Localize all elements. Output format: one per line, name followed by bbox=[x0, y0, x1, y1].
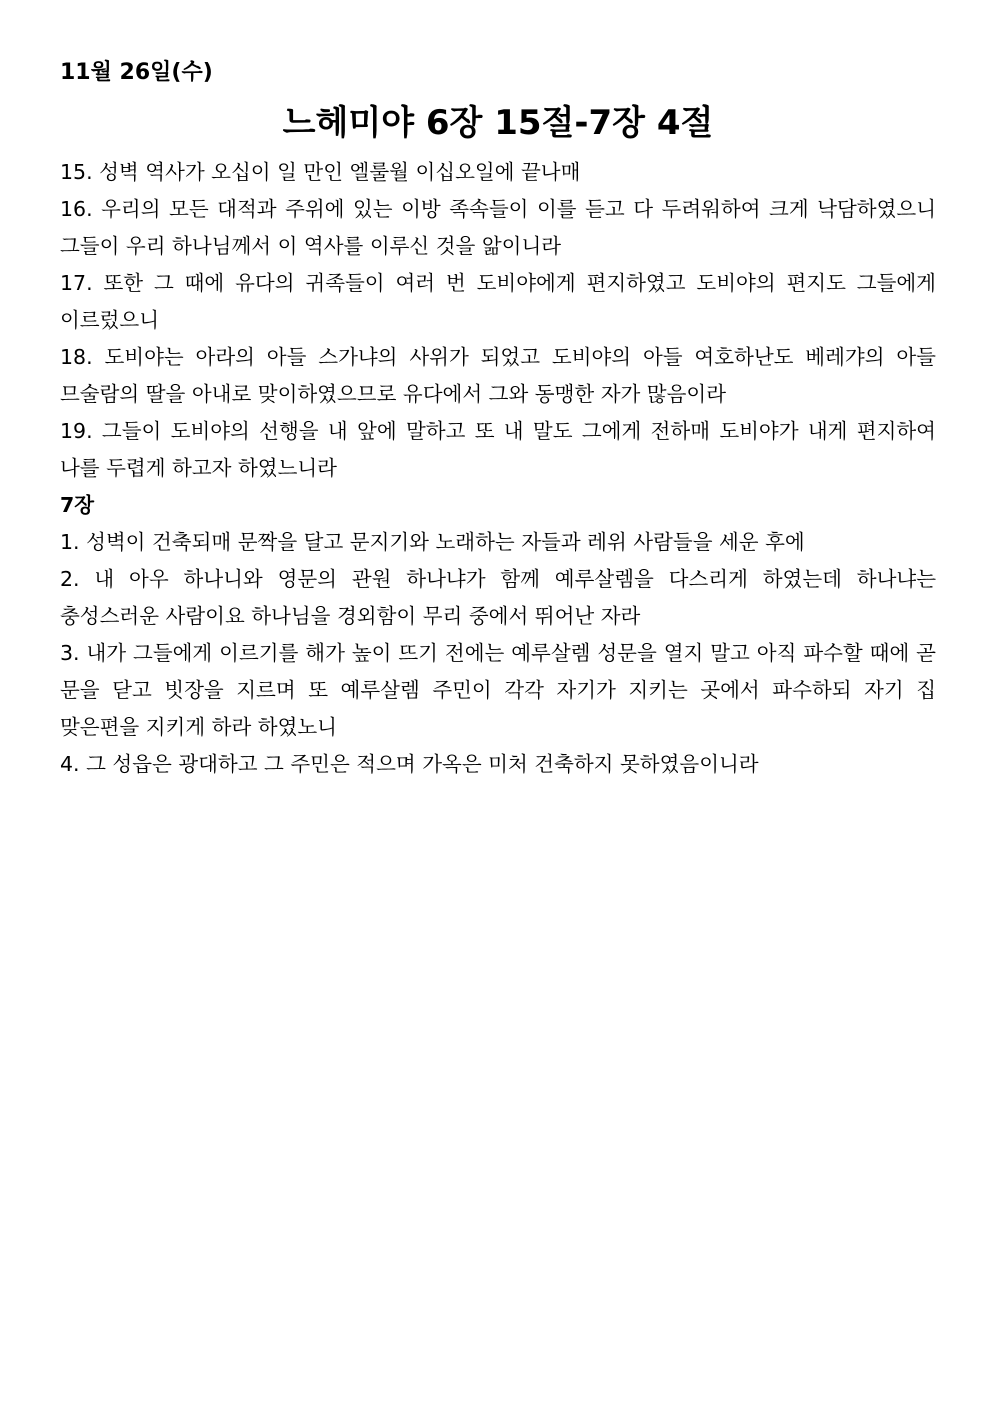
document-page bbox=[60, 56, 936, 783]
verse-7-2: 2. 내 아우 하나니와 영문의 관원 하나냐가 함께 예루살렘을 다스리게 하였는데 하나냐는 충성스러운 사람이요 하나님을 경외함이 무리 중에서 뛰어난 자라 bbox=[60, 567, 936, 628]
chapter-7-heading: 7장 bbox=[60, 493, 95, 517]
verse-7-3: 3. 내가 그들에게 이르기를 해가 높이 뜨기 전에는 예루살렘 성문을 열지 말고 아직 파수할 때에 곧 문을 닫고 빗장을 지르며 또 예루살렘 주민이 각각 자기가 지키는 곳에서 파수하되 자기 집 맞은편을 지키게 하라 하였노니 bbox=[60, 641, 936, 739]
verse-6-19: 19. 그들이 도비야의 선행을 내 앞에 말하고 또 내 말도 그에게 전하매 도비야가 내게 편지하여 나를 두렵게 하고자 하였느니라 bbox=[60, 419, 936, 480]
verse-6-16: 16. 우리의 모든 대적과 주위에 있는 이방 족속들이 이를 듣고 다 두려워하여 크게 낙담하였으니 그들이 우리 하나님께서 이 역사를 이루신 것을 앎이니라 bbox=[60, 197, 936, 258]
verse-7-4: 4. 그 성읍은 광대하고 그 주민은 적으며 가옥은 미처 건축하지 못하였음이니라 bbox=[60, 752, 759, 776]
passage-title: 느헤미야 6장 15절-7장 4절 bbox=[282, 103, 714, 143]
verse-6-17: 17. 또한 그 때에 유다의 귀족들이 여러 번 도비야에게 편지하였고 도비야의 편지도 그들에게 이르렀으니 bbox=[60, 271, 936, 332]
reading-date: 11월 26일(수) bbox=[60, 60, 213, 85]
verse-7-1: 1. 성벽이 건축되매 문짝을 달고 문지기와 노래하는 자들과 레위 사람들을 세운 후에 bbox=[60, 530, 805, 554]
chapter-6-verses bbox=[60, 154, 936, 487]
verse-6-15: 15. 성벽 역사가 오십이 일 만인 엘룰월 이십오일에 끝나매 bbox=[60, 160, 581, 184]
verse-6-18: 18. 도비야는 아라의 아들 스가냐의 사위가 되었고 도비야의 아들 여호하난도 베레갸의 아들 므술람의 딸을 아내로 맞이하였으므로 유다에서 그와 동맹한 자가 많음이라 bbox=[60, 345, 936, 406]
chapter-7-verses bbox=[60, 524, 936, 783]
